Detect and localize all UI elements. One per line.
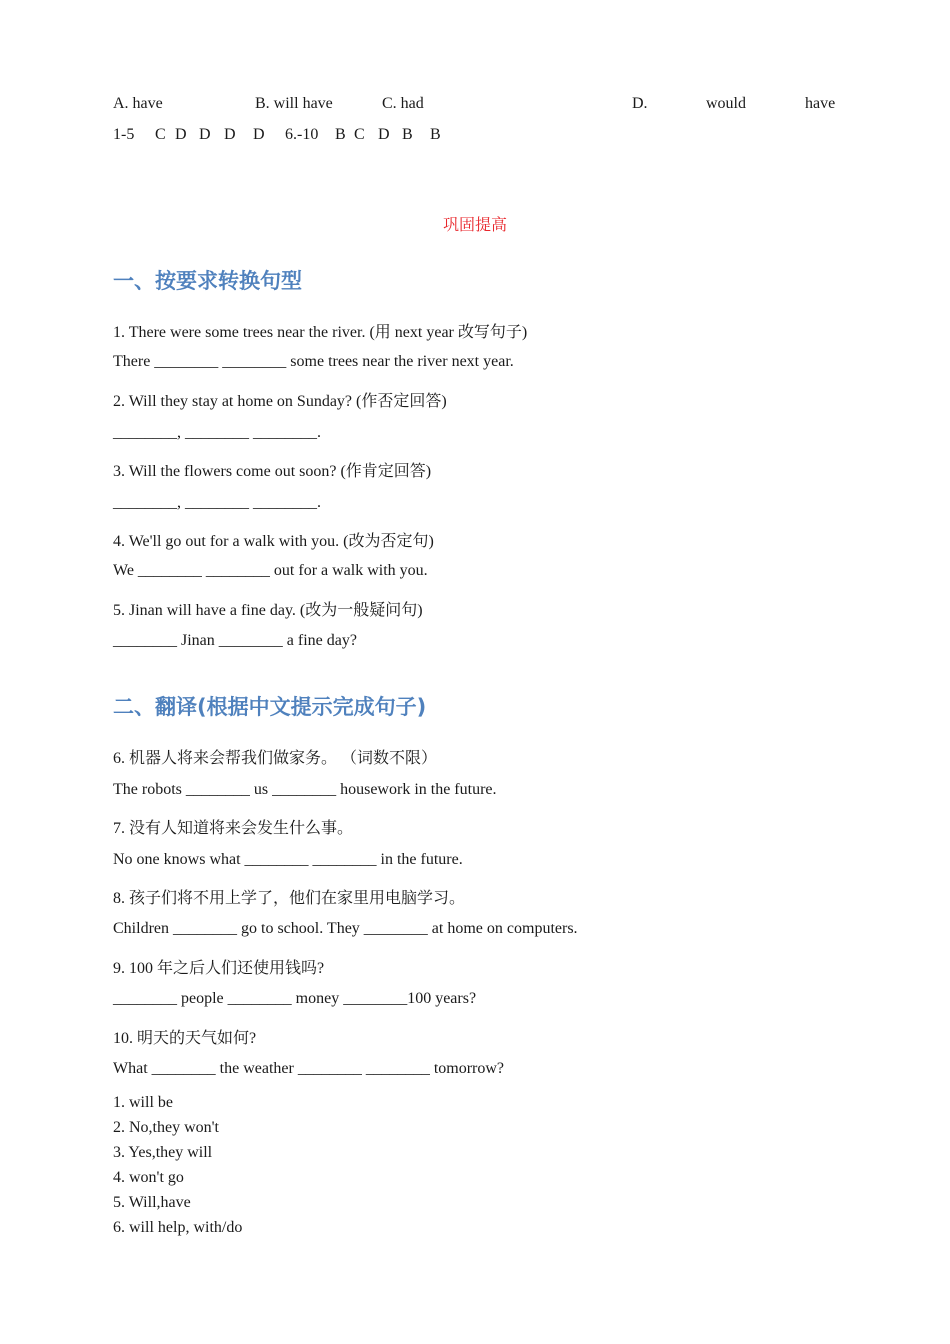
answer-line: 3. Yes,they will	[113, 1144, 213, 1161]
heading-translation: 二、翻译(根据中文提示完成句子)	[113, 695, 427, 719]
answer-key-item: C	[155, 126, 166, 143]
option-c: C. had	[382, 95, 424, 112]
answer-key-item: D	[378, 126, 390, 143]
answer-line: 4. won't go	[113, 1169, 184, 1186]
option-d-word2: have	[805, 95, 836, 112]
question-line: 8. 孩子们将不用上学了，他们在家里用电脑学习。	[113, 890, 466, 907]
option-d-letter: D.	[632, 95, 648, 112]
answer-key-item: B	[430, 126, 441, 143]
question-line: 10. 明天的天气如何?	[113, 1030, 257, 1047]
question-line: 4. We'll go out for a walk with you. (改为否定句)	[113, 533, 434, 550]
question-line: 7. 没有人知道将来会发生什么事。	[113, 820, 354, 837]
question-line: 9. 100 年之后人们还使用钱吗?	[113, 960, 325, 977]
fill-line: ________, ________ ________.	[113, 494, 321, 511]
heading-sentence-transformation: 一、按要求转换句型	[113, 269, 302, 293]
answer-key-group2-label: 6.-10	[285, 126, 319, 143]
fill-line: We ________ ________ out for a walk with you.	[113, 562, 428, 579]
fill-line: ________, ________ ________.	[113, 424, 321, 441]
fill-line: Children ________ go to school. They ________ at home on computers.	[113, 920, 578, 937]
answer-line: 1. will be	[113, 1094, 173, 1111]
question-line: 1. There were some trees near the river. (用 next year 改写句子)	[113, 324, 528, 341]
answer-key-item: D	[199, 126, 211, 143]
question-line: 5. Jinan will have a fine day. (改为一般疑问句)	[113, 602, 423, 619]
answer-key-item: B	[402, 126, 413, 143]
fill-line: What ________ the weather ________ ________ tomorrow?	[113, 1060, 505, 1077]
answer-line: 5. Will,have	[113, 1194, 191, 1211]
answer-line: 2. No,they won't	[113, 1119, 219, 1136]
option-a: A. have	[113, 95, 163, 112]
question-line: 3. Will the flowers come out soon? (作肯定回答)	[113, 463, 432, 480]
question-line: 6. 机器人将来会帮我们做家务。 （词数不限）	[113, 750, 438, 767]
answer-key-group1-label: 1-5	[113, 126, 135, 143]
fill-line: ________ people ________ money ________100 years?	[113, 990, 477, 1007]
fill-line: There ________ ________ some trees near the river next year.	[113, 353, 514, 370]
answer-key-item: C	[354, 126, 365, 143]
answer-line: 6. will help, with/do	[113, 1219, 243, 1236]
fill-line: ________ Jinan ________ a fine day?	[113, 632, 357, 649]
fill-line: The robots ________ us ________ housework in the future.	[113, 781, 497, 798]
question-line: 2. Will they stay at home on Sunday? (作否定回答)	[113, 393, 447, 410]
answer-key-item: D	[175, 126, 187, 143]
answer-key-item: B	[335, 126, 346, 143]
answer-key-item: D	[224, 126, 236, 143]
option-b: B. will have	[255, 95, 333, 112]
option-d-word1: would	[706, 95, 746, 112]
fill-line: No one knows what ________ ________ in the future.	[113, 851, 463, 868]
answer-key-item: D	[253, 126, 265, 143]
section-title: 巩固提高	[442, 217, 507, 234]
